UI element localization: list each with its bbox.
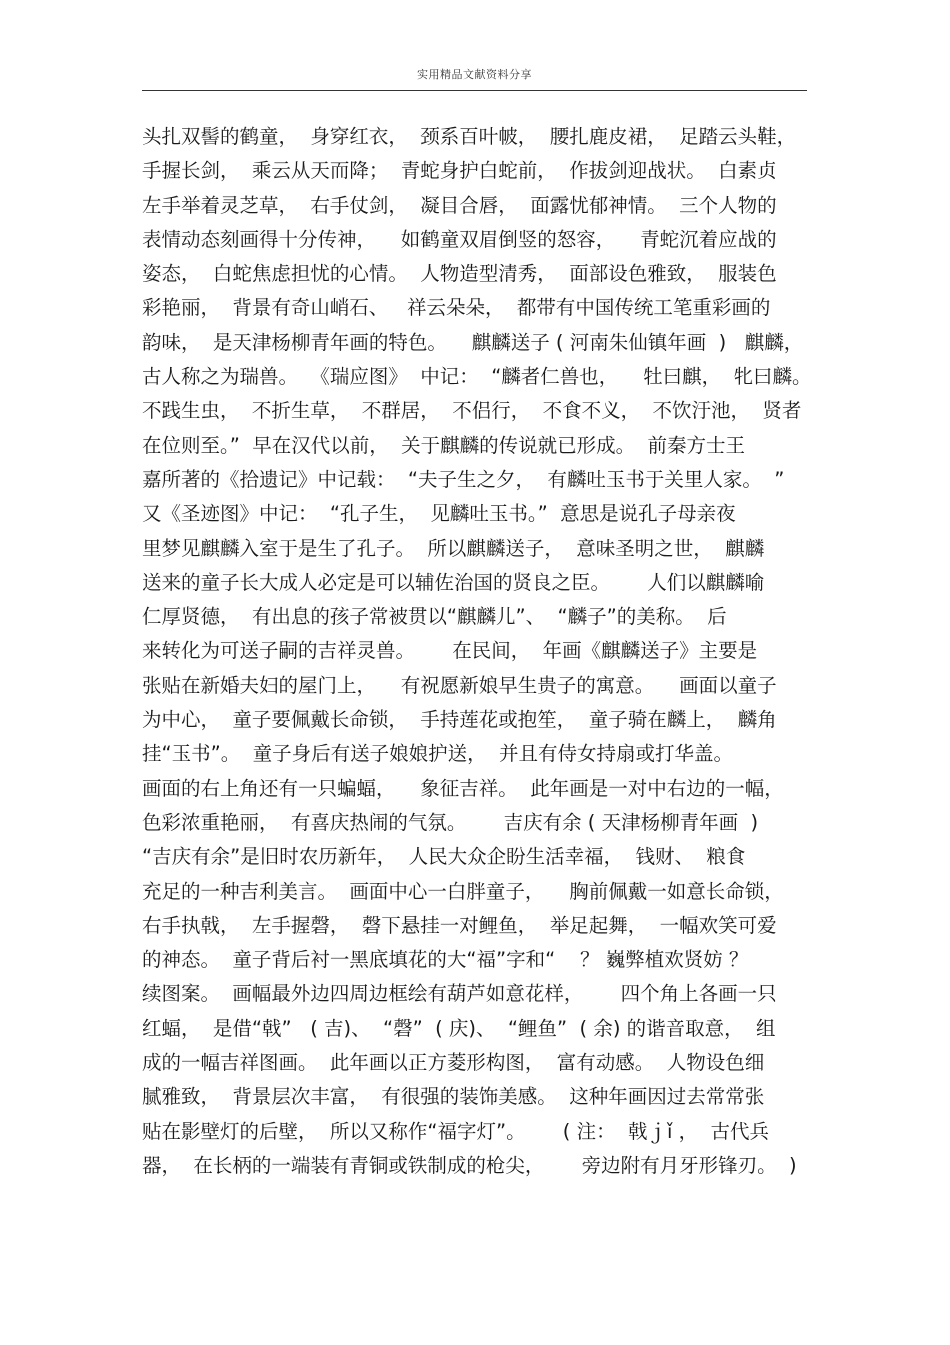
text-line: 腻雅致， 背景层次丰富， 有很强的装饰美感。 这种年画因过去常常张 bbox=[142, 1085, 765, 1109]
text-line: 古人称之为瑞兽。 《瑞应图》 中记： “麟者仁兽也， 牡曰麒， 牝曰麟。 bbox=[142, 365, 812, 389]
body-text bbox=[142, 120, 812, 1183]
text-line: 手握长剑， 乘云从天而降； 青蛇身护白蛇前， 作拔剑迎战状。 白素贞 bbox=[142, 159, 777, 183]
text-line: 表情动态刻画得十分传神， 如鹤童双眉倒竖的怒容， 青蛇沉着应战的 bbox=[142, 227, 777, 251]
text-line: 彩艳丽， 背景有奇山峭石、 祥云朵朵， 都带有中国传统工笔重彩画的 bbox=[142, 296, 771, 320]
text-line: 嘉所著的《拾遗记》中记载： “夫子生之夕， 有麟吐玉书于关里人家。 ” bbox=[142, 467, 785, 491]
text-line: 成的一幅吉祥图画。 此年画以正方菱形构图， 富有动感。 人物设色细 bbox=[142, 1051, 765, 1075]
text-line: 韵味， 是天津杨柳青年画的特色。 麒麟送子 ( 河南朱仙镇年画 ) 麒麟， bbox=[142, 330, 804, 354]
text-line: 器， 在长柄的一端装有青铜或铁制成的枪尖， 旁边附有月牙形锋刃。 ) bbox=[142, 1153, 797, 1177]
header-divider bbox=[142, 90, 807, 91]
text-line: 不践生虫， 不折生草， 不群居， 不侣行， 不食不义， 不饮汙池， 贤者 bbox=[142, 399, 802, 423]
text-line: 来转化为可送子嗣的吉祥灵兽。 在民间， 年画《麒麟送子》主要是 bbox=[142, 639, 758, 663]
text-line: 姿态， 白蛇焦虑担忧的心情。 人物造型清秀， 面部设色雅致， 服装色 bbox=[142, 262, 777, 286]
page-header: 实用精品文献资料分享 bbox=[417, 68, 532, 81]
text-line: 为中心， 童子要佩戴长命锁， 手持莲花或抱笙， 童子骑在麟上， 麟角 bbox=[142, 708, 777, 732]
text-line: 充足的一种吉利美言。 画面中心一白胖童子， 胸前佩戴一如意长命锁， bbox=[142, 879, 784, 903]
text-line: 在位则至。” 早在汉代以前， 关于麒麟的传说就已形成。 前秦方士王 bbox=[142, 433, 746, 457]
text-line: 仁厚贤德， 有出息的孩子常被贯以“麒麟儿”、 “麟子”的美称。 后 bbox=[142, 605, 727, 629]
text-line: 张贴在新婚夫妇的屋门上， 有祝愿新娘早生贵子的寓意。 画面以童子 bbox=[142, 673, 777, 697]
text-line: 挂“玉书”。 童子身后有送子娘娘护送， 并且有侍女持扇或打华盖。 bbox=[142, 742, 733, 766]
text-line: 色彩浓重艳丽， 有喜庆热闹的气氛。 吉庆有余 ( 天津杨柳青年画 ) bbox=[142, 810, 759, 834]
text-line: 送来的童子长大成人必定是可以辅佐治国的贤良之臣。 人们以麒麟喻 bbox=[142, 570, 765, 594]
text-line: 里梦见麒麟入室于是生了孔子。 所以麒麟送子， 意味圣明之世， 麒麟 bbox=[142, 536, 765, 560]
text-line: 左手举着灵芝草， 右手仗剑， 凝目合唇， 面露忧郁神情。 三个人物的 bbox=[142, 193, 777, 217]
text-line: 贴在影壁灯的后壁， 所以又称作“福字灯”。 ( 注： 戟ｊǐ ， 古代兵 bbox=[142, 1119, 770, 1143]
text-line: 的神态。 童子背后衬一黑底填花的大“福”字和“ ？ 巍弊植欢贤妨 ？ bbox=[142, 948, 749, 972]
text-line: 红蝠， 是借“戟” ( 吉)、 “磬” ( 庆)、 “鲤鱼” ( 余) 的谐音取意， 组 bbox=[142, 1016, 776, 1040]
text-line: 又《圣迹图》中记： “孔子生， 见麟吐玉书。” 意思是说孔子母亲夜 bbox=[142, 502, 736, 526]
text-line: 画面的右上角还有一只蝙蝠， 象征吉祥。 此年画是一对中右边的一幅， bbox=[142, 776, 784, 800]
text-line: 头扎双髻的鹤童， 身穿红衣， 颈系百叶帔， 腰扎鹿皮裙， 足踏云头鞋， bbox=[142, 125, 797, 148]
text-line: 右手执戟， 左手握磬， 磬下悬挂一对鲤鱼， 举足起舞， 一幅欢笑可爱 bbox=[142, 913, 777, 937]
text-line: “吉庆有余”是旧时农历新年， 人民大众企盼生活幸福， 钱财、 粮食 bbox=[142, 845, 746, 869]
text-line: 续图案。 画幅最外边四周边框绘有葫芦如意花样， 四个角上各画一只 bbox=[142, 982, 777, 1006]
